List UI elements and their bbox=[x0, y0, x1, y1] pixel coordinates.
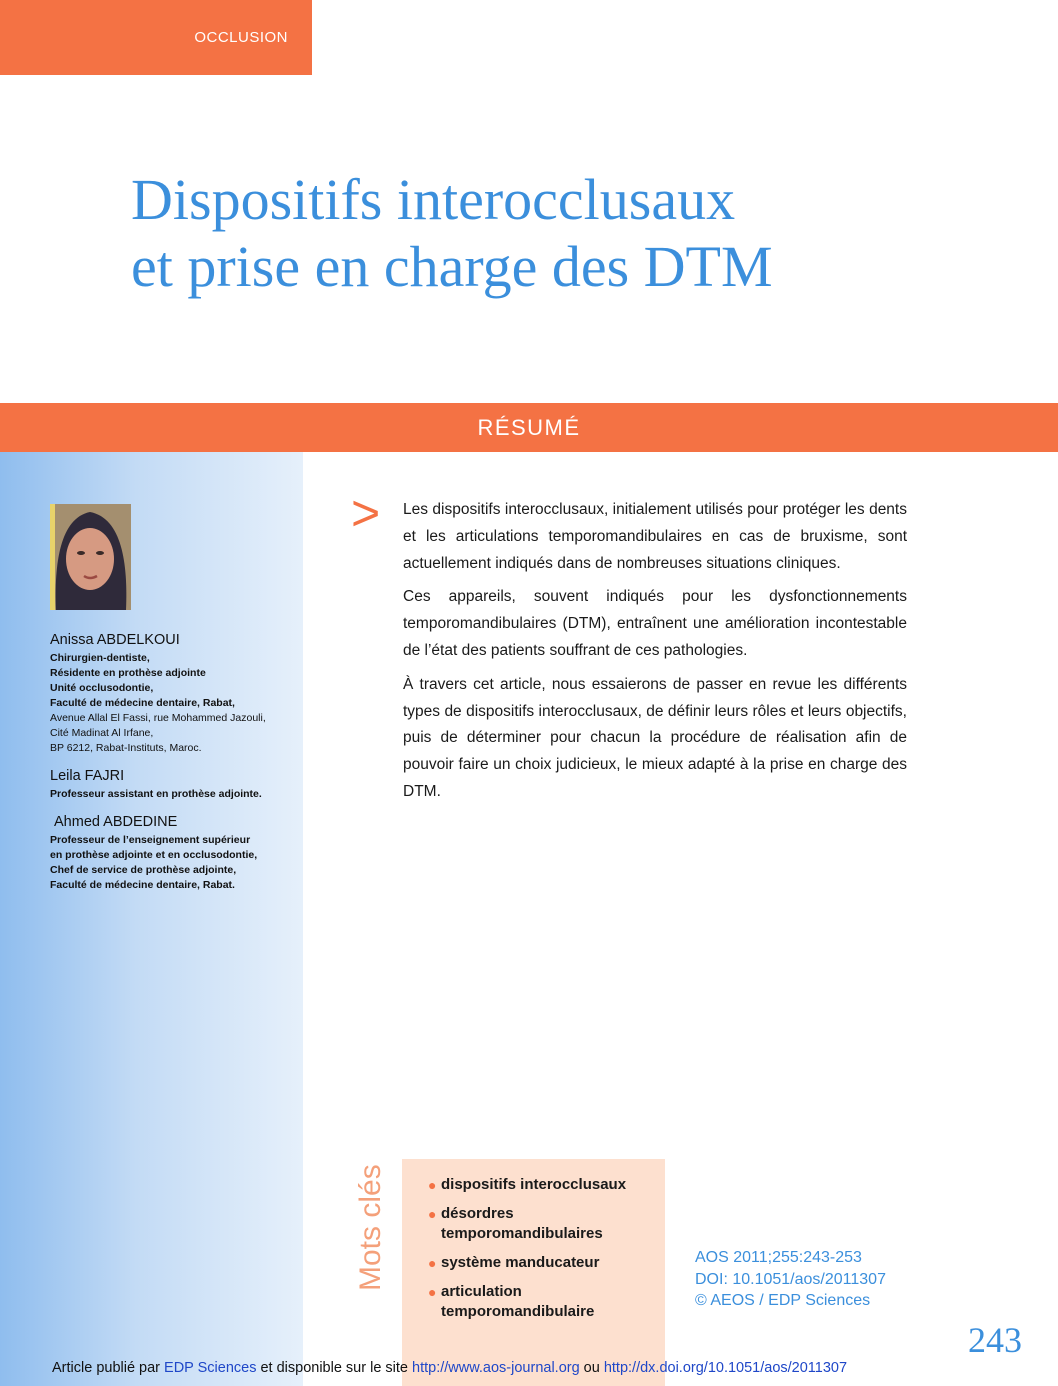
citation-block bbox=[695, 1247, 886, 1312]
author-affiliation-line: Résidente en prothèse adjointe bbox=[50, 667, 206, 679]
publisher-link[interactable]: EDP Sciences bbox=[164, 1360, 257, 1376]
article-title-line-1: Dispositifs interocclusaux bbox=[131, 167, 736, 232]
author-portrait-image bbox=[50, 504, 131, 610]
abstract-body bbox=[403, 497, 907, 813]
resume-bar-label: RÉSUMÉ bbox=[477, 414, 581, 440]
resume-bar bbox=[0, 403, 1058, 452]
bullet-icon: ● bbox=[428, 1284, 437, 1300]
author-sidebar bbox=[0, 452, 303, 1386]
author-name: Anissa ABDELKOUI bbox=[50, 632, 180, 648]
bullet-icon: ● bbox=[428, 1206, 437, 1222]
abstract-paragraph: Ces appareils, souvent indiqués pour les dysfonctionnements temporomandibulaires (DTM), entraînent une amélioration incontestable de l’état des patients souffrant de ces pathologies. bbox=[403, 588, 907, 659]
abstract-paragraph: Les dispositifs interocclusaux, initialement utilisés pour protéger les dents et les articulations temporomandibulaires en cas de bruxisme, sont actuellement indiqués dans de nombreuses situations cliniques. bbox=[403, 501, 907, 572]
footer-text: Article publié par bbox=[52, 1360, 165, 1376]
keyword-text: dispositifs interocclusaux bbox=[441, 1176, 627, 1193]
doi-link[interactable]: http://dx.doi.org/10.1051/aos/2011307 bbox=[603, 1360, 848, 1376]
keyword-text: système manducateur bbox=[441, 1254, 600, 1271]
author-affiliation-line: Faculté de médecine dentaire, Rabat, bbox=[50, 697, 235, 709]
author-entry bbox=[50, 814, 295, 893]
author-affiliation-line: Chef de service de prothèse adjointe, bbox=[50, 864, 237, 876]
keyword-item bbox=[428, 1175, 651, 1195]
keyword-item bbox=[428, 1253, 651, 1273]
abstract-paragraph: À travers cet article, nous essaierons de passer en revue les différents types de dispositifs interocclusaux, de définir leurs rôles et leurs objectifs, puis de déterminer pour chacun la procédure de réalisation afin de pouvoir faire un choix judicieux, le mieux adapté à la prise en charge des DTM. bbox=[403, 675, 907, 800]
article-title-line-2: et prise en charge des DTM bbox=[131, 234, 773, 299]
bullet-icon: ● bbox=[428, 1177, 437, 1193]
author-affiliation-line: Unité occlusodontie, bbox=[50, 682, 154, 694]
footer-text: ou bbox=[579, 1360, 604, 1376]
doi-text: DOI: 10.1051/aos/2011307 bbox=[695, 1270, 886, 1288]
keyword-item bbox=[428, 1204, 651, 1244]
bullet-icon: ● bbox=[428, 1255, 437, 1271]
author-name: Leila FAJRI bbox=[50, 768, 125, 784]
author-address-line: BP 6212, Rabat-Instituts, Maroc. bbox=[50, 742, 202, 754]
author-entry bbox=[50, 768, 295, 802]
citation-text: AOS 2011;255:243-253 bbox=[695, 1249, 862, 1266]
keyword-item bbox=[428, 1282, 651, 1322]
author-name: Ahmed ABDEDINE bbox=[54, 814, 178, 830]
keywords-box bbox=[402, 1159, 665, 1386]
journal-site-link[interactable]: http://www.aos-journal.org bbox=[412, 1360, 580, 1376]
keywords-label: Mots clés bbox=[354, 1164, 387, 1291]
author-affiliation-line: Chirurgien-dentiste, bbox=[50, 652, 150, 664]
author-affiliation-line: Faculté de médecine dentaire, Rabat. bbox=[50, 879, 235, 891]
author-affiliation-line: Professeur assistant en prothèse adjointe. bbox=[50, 788, 262, 800]
author-entry bbox=[50, 632, 295, 756]
author-list bbox=[50, 632, 295, 905]
page-number: 243 bbox=[968, 1320, 1022, 1360]
keyword-text: articulation temporomandibulaire bbox=[441, 1283, 595, 1320]
keyword-text: désordres temporomandibulaires bbox=[441, 1205, 603, 1242]
section-tab bbox=[0, 0, 312, 75]
copyright-text: © AEOS / EDP Sciences bbox=[695, 1292, 871, 1309]
footer-text: et disponible sur le site bbox=[256, 1360, 413, 1376]
chevron-right-icon: > bbox=[351, 485, 381, 541]
author-address-line: Cité Madinat Al Irfane, bbox=[50, 727, 154, 739]
article-title bbox=[131, 166, 773, 300]
author-affiliation-line: Professeur de l’enseignement supérieur bbox=[50, 834, 251, 846]
section-tab-label: OCCLUSION bbox=[194, 29, 288, 46]
author-affiliation-line: en prothèse adjointe et en occlusodontie, bbox=[50, 849, 258, 861]
footer-notice bbox=[52, 1360, 847, 1376]
author-address-line: Avenue Allal El Fassi, rue Mohammed Jazouli, bbox=[50, 712, 266, 724]
author-photo bbox=[50, 504, 131, 610]
